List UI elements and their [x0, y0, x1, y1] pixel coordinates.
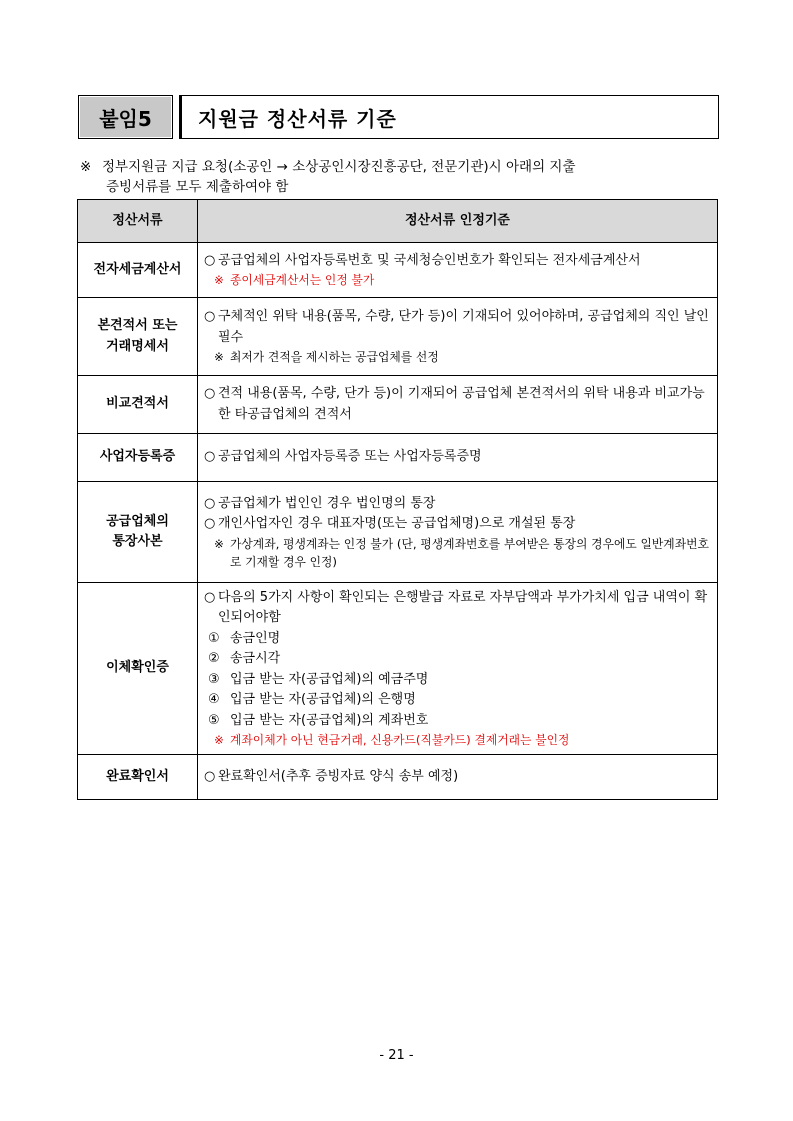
bullet: ○ — [204, 309, 216, 324]
intro-note — [80, 157, 720, 197]
row-category: 사업자등록증 — [78, 434, 198, 482]
criteria-note: 최저가 견적을 제시하는 공급업체를 선정 — [230, 350, 439, 364]
column-header-document: 정산서류 — [78, 200, 198, 243]
row-criteria — [198, 755, 718, 800]
number-mark: ⑤ — [208, 712, 220, 728]
table-row — [78, 298, 718, 376]
bullet: ○ — [204, 449, 216, 465]
row-criteria — [198, 434, 718, 482]
number-mark: ③ — [208, 671, 220, 687]
table-row — [78, 755, 718, 800]
table-row — [78, 243, 718, 298]
bullet: ○ — [204, 589, 216, 605]
row-category: 비교견적서 — [78, 376, 198, 434]
number-mark: ④ — [208, 692, 220, 708]
row-category — [78, 298, 198, 376]
bullet: ○ — [204, 516, 216, 531]
note-mark: ※ — [214, 536, 224, 551]
table-row — [78, 434, 718, 482]
criteria-item: 공급업체의 사업자등록번호 및 국세청승인번호가 확인되는 전자세금계산서 — [218, 252, 641, 268]
row-category-line-1: 공급업체의 — [106, 513, 169, 529]
table-header-row — [78, 200, 718, 243]
row-category-line-2: 거래명세서 — [106, 338, 169, 354]
intro-line-2: 증빙서류를 모두 제출하여야 함 — [106, 179, 289, 195]
note-mark: ※ — [214, 350, 224, 364]
row-category-line-2: 통장사본 — [112, 534, 163, 549]
bullet: ○ — [204, 768, 216, 784]
section-header — [78, 95, 719, 139]
column-header-criteria: 정산서류 인정기준 — [198, 200, 718, 243]
criteria-item: 견적 내용(품목, 수량, 단가 등)이 기재되어 공급업체 본견적서의 위탁 내용과 비교가능한 타공급업체의 견적서 — [218, 386, 705, 422]
criteria-note: 종이세금계산서는 인정 불가 — [230, 273, 375, 288]
row-category — [78, 482, 198, 583]
criteria-item: 공급업체의 사업자등록증 또는 사업자등록증명 — [218, 449, 482, 465]
numbered-item: 송금인명 — [230, 630, 281, 646]
page-title: 지원금 정산서류 기준 — [179, 95, 719, 139]
number-mark: ② — [208, 651, 220, 667]
row-category: 완료확인서 — [78, 755, 198, 800]
numbered-item: 입금 받는 자(공급업체)의 계좌번호 — [230, 712, 429, 728]
criteria-note: 가상계좌, 평생계좌는 인정 불가 (단, 평생계좌번호를 부여받은 통장의 경우에도 일반계좌번호로 기재할 경우 인정) — [230, 536, 709, 569]
criteria-note: 계좌이체가 아닌 현금거래, 신용카드(직불카드) 결제거래는 불인정 — [230, 733, 570, 748]
bullet: ○ — [204, 252, 216, 268]
numbered-item: 입금 받는 자(공급업체)의 예금주명 — [230, 671, 429, 687]
table-row — [78, 376, 718, 434]
intro-line-1: 정부지원금 지급 요청(소공인 → 소상공인시장진흥공단, 전문기관)시 아래의 지출 — [102, 159, 576, 175]
bullet: ○ — [204, 386, 216, 401]
row-category: 전자세금계산서 — [78, 243, 198, 298]
row-category: 이체확인증 — [78, 583, 198, 755]
criteria-item: 다음의 5가지 사항이 확인되는 은행발급 자료로 자부담액과 부가가치세 입금 내역이 확인되어야함 — [218, 589, 708, 626]
settlement-documents-table — [77, 199, 718, 800]
numbered-item: 입금 받는 자(공급업체)의 은행명 — [230, 692, 416, 708]
table-row — [78, 583, 718, 755]
attachment-badge: 붙임5 — [78, 95, 173, 139]
page-number: - 21 - — [379, 1048, 414, 1063]
note-mark: ※ — [214, 733, 224, 748]
reference-mark: ※ — [80, 159, 92, 175]
criteria-item: 공급업체가 법인인 경우 법인명의 통장 — [218, 495, 436, 511]
bullet: ○ — [204, 495, 216, 511]
row-criteria — [198, 482, 718, 583]
note-mark: ※ — [214, 273, 224, 288]
criteria-item: 개인사업자인 경우 대표자명(또는 공급업체명)으로 개설된 통장 — [218, 516, 576, 531]
row-criteria — [198, 583, 718, 755]
criteria-item: 완료확인서(추후 증빙자료 양식 송부 예정) — [218, 768, 459, 784]
row-category-line-1: 본견적서 또는 — [97, 318, 178, 333]
numbered-item: 송금시각 — [230, 651, 281, 667]
row-criteria — [198, 243, 718, 298]
table-row — [78, 482, 718, 583]
row-criteria — [198, 376, 718, 434]
number-mark: ① — [208, 630, 220, 646]
criteria-item: 구체적인 위탁 내용(품목, 수량, 단가 등)이 기재되어 있어야하며, 공급업체의 직인 날인 필수 — [218, 309, 709, 345]
row-criteria — [198, 298, 718, 376]
